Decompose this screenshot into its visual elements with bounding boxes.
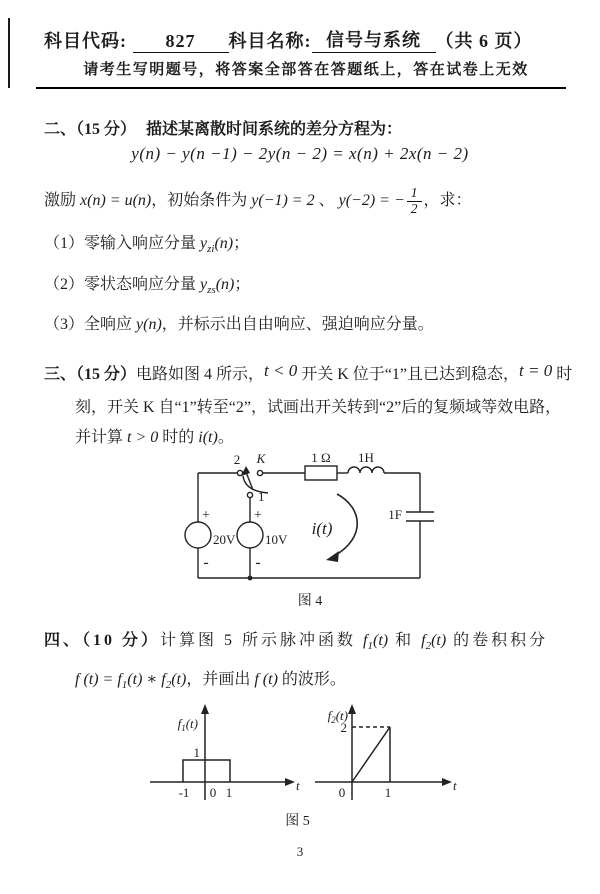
q4-l1c: 的卷积积分 [446, 632, 549, 649]
q2-cond-pre: 激励 [44, 192, 81, 210]
q2-cond-mid: ，初始条件为 [151, 192, 252, 210]
f1-tick-minus1: -1 [178, 785, 190, 800]
q2-item-1 [44, 230, 249, 255]
source-10v-label: 10V [265, 532, 288, 547]
exam-instruction: 请考生写明题号，将答案全部答在答题纸上，答在试卷上无效 [83, 62, 529, 78]
source-20v-label: 20V [213, 532, 236, 547]
q2-cond-separator: 、 [314, 192, 339, 210]
inductor-label: 1H [358, 452, 374, 465]
q2-cond-math3: y(−2) = − [338, 192, 405, 210]
q2-item-1-text: （1）零输入响应分量 [44, 235, 201, 252]
q2-item-1-math: y [200, 235, 208, 252]
q4-line1 [44, 627, 548, 652]
q3-l3-math1: t > 0 [127, 429, 159, 446]
q2-item-2-math: y [200, 276, 208, 293]
q4-l1b: 和 [388, 632, 422, 649]
fraction-denominator: 2 [410, 200, 418, 216]
q2-item-2-sub: zs [207, 284, 216, 297]
q4-f2-base: f [421, 632, 426, 649]
q4-conv-sub1: 1 [121, 679, 128, 692]
q2-cond-math2: y(−1) = 2 [251, 192, 315, 210]
source-10v-symbol [237, 522, 263, 548]
current-loop-arrow [334, 494, 357, 556]
fig5-right-plot [305, 698, 475, 810]
q4-l2-math2: f (t) [254, 671, 278, 688]
q3-number: 三、（15 分） [44, 366, 137, 383]
q2-condition [44, 186, 472, 217]
header-line [44, 26, 568, 53]
pages-count: （共 6 页） [435, 31, 533, 51]
switch-terminal-1 [247, 492, 252, 497]
inductor-symbol [348, 467, 384, 473]
switch-pos2-label: 2 [233, 452, 241, 467]
q4-conv-c: (t) [171, 671, 187, 688]
q4-conv-sub2: 2 [165, 679, 172, 692]
q3-l1a: 电路如图 4 所示， [136, 366, 265, 383]
q2-item-3-text: （3）全响应 [44, 316, 137, 333]
current-label: i(t) [311, 519, 333, 538]
q3-line3 [75, 424, 234, 447]
page-number: 3 [296, 844, 304, 859]
q3-line1 [44, 361, 572, 384]
minus-sign-20v: - [203, 554, 209, 571]
q4-f2-tail: (t) [431, 632, 447, 649]
q3-l3a: 并计算 [75, 429, 128, 446]
f2-xlabel: t [453, 778, 457, 793]
q3-l3c: 。 [217, 429, 234, 446]
q2-item-2-tail: (n) [215, 276, 235, 293]
q2-item-2-punct: ； [234, 276, 251, 293]
q2-item-1-punct: ； [233, 235, 250, 252]
subject-name-label: 科目名称: [228, 31, 312, 51]
subject-code-value: 827 [133, 31, 229, 53]
q2-item-3-tail: (n) [143, 316, 162, 333]
junction-dot [248, 576, 253, 581]
fig5-caption: 图 5 [285, 814, 310, 829]
f2-tick-1: 1 [384, 785, 392, 800]
subject-code-label: 科目代码: [44, 31, 127, 51]
q2-item-3-math: y [136, 316, 144, 333]
q2-cond-math1: x(n) = u(n) [80, 192, 152, 210]
plus-sign-20v: + [202, 508, 210, 523]
q2-item-1-tail: (n) [214, 235, 234, 252]
q3-l3-math2: i(t) [198, 429, 218, 446]
switch-pivot [257, 470, 262, 475]
plus-sign-10v: + [254, 508, 262, 523]
q4-l2-end: 的波形。 [277, 671, 346, 688]
q2-item-3 [44, 311, 434, 334]
resistor-label: 1 Ω [311, 452, 331, 465]
f1-xlabel: t [296, 778, 300, 793]
q2-item-2-text: （2）零状态响应分量 [44, 276, 201, 293]
switch-k-label: K [256, 452, 266, 466]
q2-heading [44, 116, 402, 139]
circuit-figure-4 [140, 452, 480, 592]
q4-l2-mid: ，并画出 [186, 671, 255, 688]
f1-axis-label: $f_1(t)$ [177, 716, 198, 733]
ramp-line [352, 727, 390, 782]
fig5-left-plot [140, 698, 310, 810]
f2-peak-label: 2 [340, 720, 347, 735]
q3-l1-math1: t < 0 [264, 361, 298, 380]
q4-line2 [75, 666, 346, 691]
q4-f1-tail: (t) [372, 632, 389, 649]
switch-pos1-label: 1 [258, 489, 265, 504]
f1-tick-0: 0 [209, 785, 217, 800]
q2-item-1-sub: zi [207, 243, 215, 256]
source-20v-symbol [185, 522, 211, 548]
f2-axis-label: $f_2(t)$ [327, 708, 348, 725]
q4-f1-base: f [363, 632, 368, 649]
rect-pulse [183, 760, 230, 782]
fraction-one-half [407, 186, 422, 217]
subject-name-value: 信号与系统 [312, 26, 436, 53]
q3-l1b: 开关 K 位于“1”且已达到稳态， [297, 366, 519, 383]
f2-tick-0: 0 [338, 785, 346, 800]
q4-conv-b: (t) ∗ f [127, 671, 166, 688]
resistor-symbol [305, 466, 337, 480]
header-rule [36, 87, 566, 89]
q4-number: 四、（10 分） [44, 632, 161, 649]
q4-conv-a: f (t) = f [75, 671, 122, 688]
q4-f2-sub: 2 [425, 640, 432, 653]
q3-line2: 刻，开关 K 自“1”转至“2”，试画出开关转到“2”后的复频域等效电路， [75, 399, 562, 416]
q2-intro: 描述某离散时间系统的差分方程为： [146, 121, 403, 138]
f1-peak-label: 1 [193, 745, 200, 760]
f1-tick-1: 1 [225, 785, 233, 800]
current-arrowhead [326, 551, 339, 562]
q2-item-2 [44, 271, 250, 296]
fig4-caption: 图 4 [297, 594, 323, 609]
q3-l3b: 时的 [158, 429, 199, 446]
q4-f1-sub: 1 [367, 640, 373, 653]
q3-l1-math2: t = 0 [519, 361, 553, 380]
fraction-numerator: 1 [407, 186, 422, 202]
q3-l1c: 时 [552, 366, 573, 383]
q4-l1a: 计算图 5 所示脉冲函数 [160, 632, 364, 649]
q2-number: 二、（15 分） [44, 121, 137, 138]
q2-cond-post: ，求： [423, 192, 472, 210]
q2-equation: y(n) − y(n −1) − 2y(n − 2) = x(n) + 2x(n − 2) [131, 144, 469, 163]
minus-sign-10v: - [255, 554, 261, 571]
scan-edge-artifact [8, 18, 10, 88]
q2-item-3-punct: ，并标示出自由响应、强迫响应分量。 [161, 316, 434, 333]
capacitor-label: 1F [388, 507, 402, 522]
